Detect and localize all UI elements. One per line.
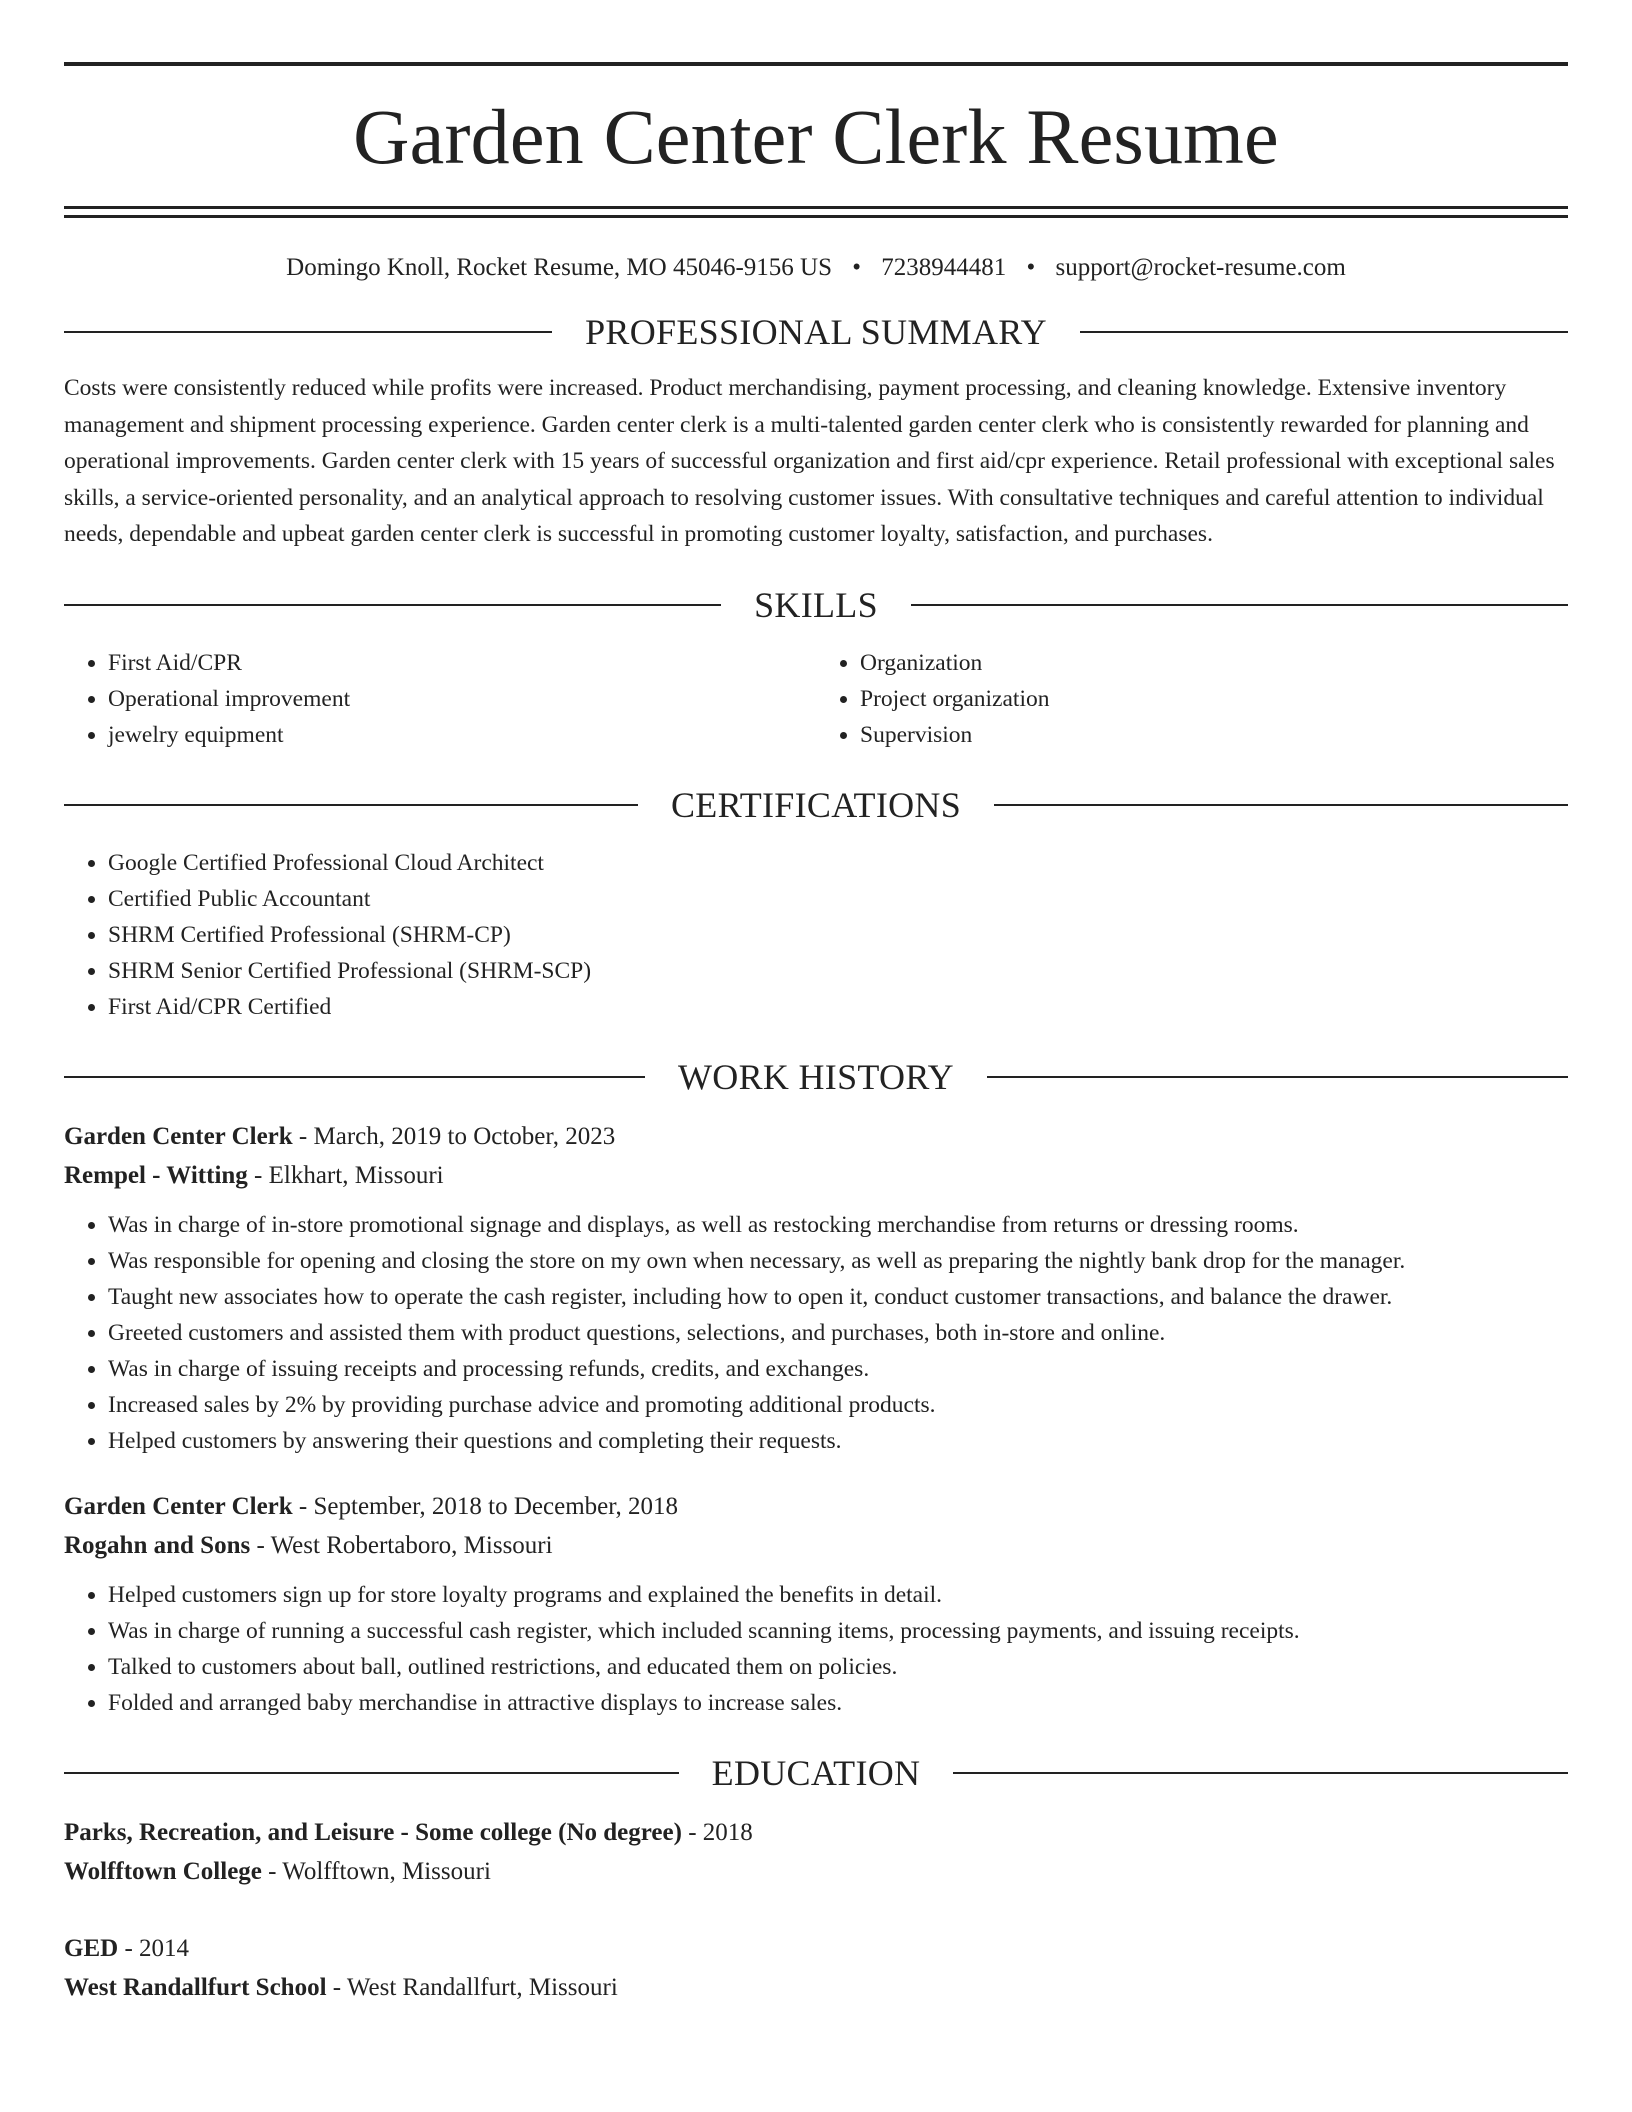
- section-header-work-history: [64, 1056, 1568, 1097]
- skills-column-left: [64, 645, 816, 753]
- job-bullet: • Greeted customers and assisted them with product questions, selections, and purchases, both in-store and online.: [108, 1315, 1568, 1351]
- job-dates: - September, 2018 to December, 2018: [292, 1492, 679, 1520]
- education-entry: [64, 1929, 1568, 2007]
- skill-item: • Supervision: [860, 717, 1568, 753]
- certifications-list: [64, 845, 1568, 1025]
- education-location: - Wolfftown, Missouri: [261, 1857, 491, 1885]
- summary-text: Costs were consistently reduced while profits were increased. Product merchandising, payment processing, and cleaning knowledge. Extensive inventory management and shipment processing experience. Garden center clerk is a multi-talented garden center clerk who is consistently rewarded for planning and operational improvements. Garden center clerk with 15 years of successful organization and first aid/cpr experience. Retail professional with exceptional sales skills, a service-oriented personality, and an analytical approach to resolving customer issues. With consultative techniques and careful attention to individual needs, dependable and upbeat garden center clerk is successful in promoting customer loyalty, satisfaction, and purchases.: [64, 375, 1555, 547]
- certification-item: • SHRM Senior Certified Professional (SHRM-SCP): [108, 953, 1568, 989]
- job-entry: [64, 1117, 1568, 1459]
- education-school: Wolfftown College: [64, 1857, 262, 1885]
- title-double-rule: [64, 206, 1568, 218]
- education-location: - West Randallfurt, Missouri: [326, 1973, 618, 2001]
- job-company: Rempel - Witting: [64, 1161, 248, 1189]
- section-title-education: EDUCATION: [711, 1752, 921, 1793]
- top-rule: [64, 62, 1568, 66]
- job-bullet: • Increased sales by 2% by providing purchase advice and promoting additional products.: [108, 1387, 1568, 1423]
- job-title-line: [64, 1117, 1568, 1156]
- job-title-line: [64, 1487, 1568, 1526]
- job-bullet: • Helped customers by answering their questions and completing their requests.: [108, 1423, 1568, 1459]
- certification-item: • Google Certified Professional Cloud Architect: [108, 845, 1568, 881]
- job-bullet: • Folded and arranged baby merchandise in attractive displays to increase sales.: [108, 1685, 1568, 1721]
- education-year: - 2018: [681, 1818, 753, 1846]
- skills-list: [64, 645, 1568, 753]
- section-header-skills: [64, 584, 1568, 625]
- education-degree-line: [64, 1929, 1568, 1968]
- contact-address: Domingo Knoll, Rocket Resume, MO 45046-9156 US: [286, 254, 832, 281]
- certification-item: • SHRM Certified Professional (SHRM-CP): [108, 917, 1568, 953]
- section-title-skills: SKILLS: [754, 584, 878, 625]
- section-title-summary: PROFESSIONAL SUMMARY: [585, 312, 1047, 352]
- job-bullet: • Was in charge of running a successful cash register, which included scanning items, processing payments, and issuing receipts.: [108, 1613, 1568, 1649]
- education-entry: [64, 1813, 1568, 1891]
- contact-email: support@rocket-resume.com: [1055, 254, 1346, 281]
- job-company-line: [64, 1156, 1568, 1195]
- education-year: - 2014: [118, 1934, 190, 1962]
- contact-separator: •: [1026, 254, 1036, 281]
- job-bullet: • Taught new associates how to operate the cash register, including how to open it, conduct customer transactions, and balance the drawer.: [108, 1279, 1568, 1315]
- page-title: Garden Center Clerk Resume: [353, 93, 1279, 180]
- section-rule: [64, 604, 721, 606]
- section-rule: [64, 1076, 645, 1078]
- contact-separator: •: [852, 254, 862, 281]
- education-school-line: [64, 1968, 1568, 2007]
- education-degree: GED: [64, 1934, 119, 1962]
- education-degree-line: [64, 1813, 1568, 1852]
- section-title-certifications: CERTIFICATIONS: [670, 784, 962, 825]
- contact-line: [64, 255, 1568, 280]
- contact-phone: 7238944481: [881, 254, 1007, 281]
- job-company-line: [64, 1526, 1568, 1565]
- job-bullets: [64, 1207, 1568, 1459]
- job-bullet: • Was in charge of in-store promotional signage and displays, as well as restocking merchandise from returns or dressing rooms.: [108, 1207, 1568, 1243]
- job-dates: - March, 2019 to October, 2023: [292, 1122, 616, 1150]
- skill-item: • Operational improvement: [108, 681, 816, 717]
- section-header-education: [64, 1752, 1568, 1793]
- section-rule: [1080, 331, 1568, 333]
- skill-item: • Project organization: [860, 681, 1568, 717]
- section-rule: [64, 331, 552, 333]
- job-bullet: • Talked to customers about ball, outlined restrictions, and educated them on policies.: [108, 1649, 1568, 1685]
- skill-item: • First Aid/CPR: [108, 645, 816, 681]
- certification-item: • Certified Public Accountant: [108, 881, 1568, 917]
- skill-item: • jewelry equipment: [108, 717, 816, 753]
- job-bullet: • Was in charge of issuing receipts and processing refunds, credits, and exchanges.: [108, 1351, 1568, 1387]
- section-title-work-history: WORK HISTORY: [678, 1056, 954, 1097]
- section-header-summary: [64, 314, 1568, 350]
- section-rule: [994, 804, 1568, 806]
- education-degree: Parks, Recreation, and Leisure - Some college (No degree): [64, 1818, 682, 1846]
- section-header-certifications: [64, 784, 1568, 825]
- job-bullets: [64, 1577, 1568, 1721]
- job-title: Garden Center Clerk: [64, 1492, 293, 1520]
- skill-item: • Organization: [860, 645, 1568, 681]
- job-title: Garden Center Clerk: [64, 1122, 293, 1150]
- certification-item: • First Aid/CPR Certified: [108, 989, 1568, 1025]
- job-bullet: • Was responsible for opening and closing the store on my own when necessary, as well as preparing the nightly bank drop for the manager.: [108, 1243, 1568, 1279]
- section-rule: [911, 604, 1568, 606]
- section-rule: [64, 1772, 679, 1774]
- job-location: - Elkhart, Missouri: [247, 1161, 444, 1189]
- job-location: - West Robertaboro, Missouri: [250, 1531, 553, 1559]
- job-entry: [64, 1487, 1568, 1721]
- education-school: West Randallfurt School: [64, 1973, 327, 2001]
- skills-column-right: [816, 645, 1568, 753]
- section-rule: [953, 1772, 1568, 1774]
- education-school-line: [64, 1852, 1568, 1891]
- section-rule: [987, 1076, 1568, 1078]
- job-bullet: • Helped customers sign up for store loyalty programs and explained the benefits in detail.: [108, 1577, 1568, 1613]
- section-rule: [64, 804, 638, 806]
- job-company: Rogahn and Sons: [64, 1531, 251, 1559]
